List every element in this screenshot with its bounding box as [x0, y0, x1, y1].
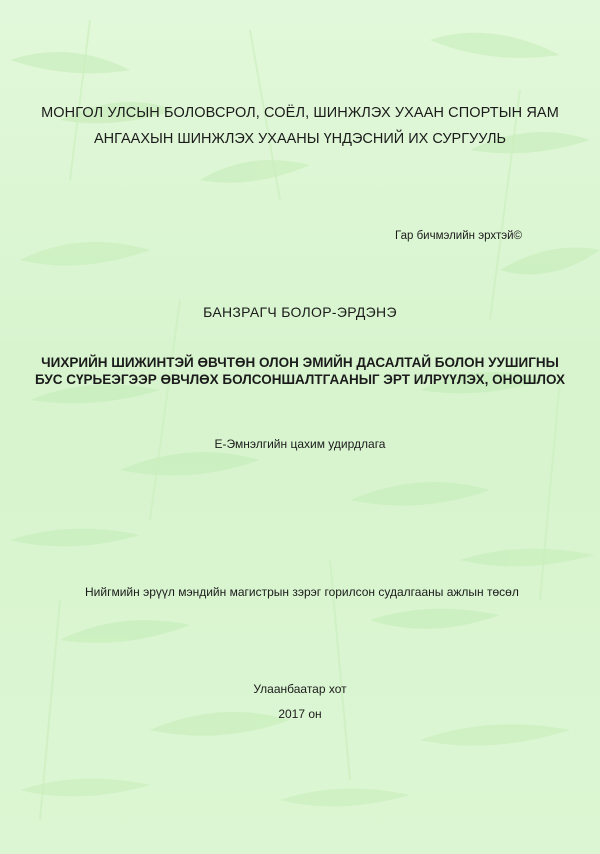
thesis-title-line-1: ЧИХРИЙН ШИЖИНТЭЙ ӨВЧТӨН ОЛОН ЭМИЙН ДАСАЛТАЙ БОЛОН УУШИГНЫ	[41, 355, 559, 370]
year: 2017 он	[278, 707, 322, 721]
city: Улаанбаатар хот	[253, 682, 347, 696]
degree-note: Нийгмийн эрүүл мэндийн магистрын зэрэг горилсон судалгааны ажлын төсөл	[85, 585, 519, 599]
manuscript-rights-notice: Гар бичмэлийн эрхтэй©	[395, 230, 522, 242]
study-field: Е-Эмнэлгийн цахим удирдлага	[214, 437, 386, 451]
thesis-title-line-2: БУС СҮРЬЕЭГЭЭР ӨВЧЛӨХ БОЛСОНШАЛТГААНЫГ ЭРТ ИЛРҮҮЛЭХ, ОНОШЛОХ	[35, 372, 565, 387]
institution-line-2: АНГААХЫН ШИНЖЛЭХ УХААНЫ ҮНДЭСНИЙ ИХ СУРГУУЛЬ	[93, 131, 507, 147]
author-name: БАНЗРАГЧ БОЛОР-ЭРДЭНЭ	[203, 304, 397, 320]
institution-line-1: МОНГОЛ УЛСЫН БОЛОВСРОЛ, СОЁЛ, ШИНЖЛЭХ УХААН СПОРТЫН ЯАМ	[41, 105, 559, 121]
